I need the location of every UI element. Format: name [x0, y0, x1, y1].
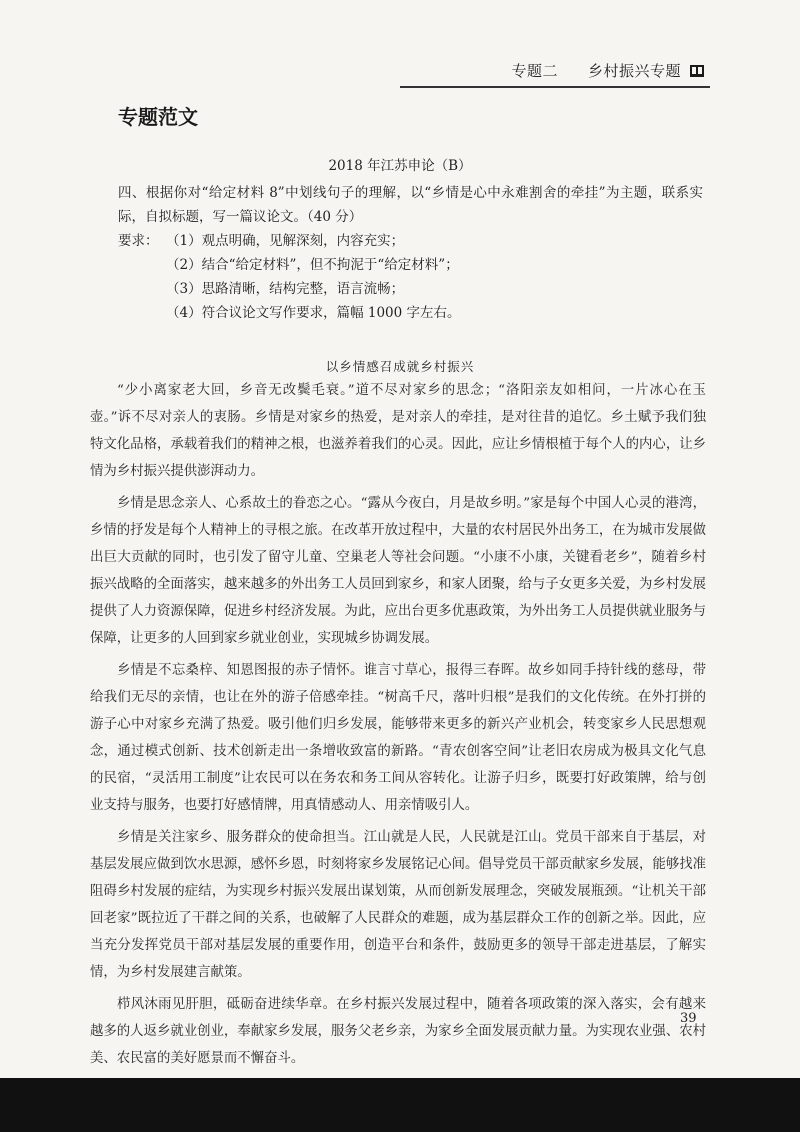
essay-title: 以乡情感召成就乡村振兴 [325, 359, 475, 374]
header-rule [400, 86, 710, 88]
book-icon [689, 63, 705, 79]
essay-paragraph: 乡情是不忘桑梓、知恩图报的赤子情怀。谁言寸草心，报得三春晖。故乡如同手持针线的慈母，带给我们无尽的亲情，也让在外的游子倍感牵挂。“树高千尺，落叶归根”是我们的文化传统。在外打拼的游子心中对家乡充满了热爱。吸引他们归乡发展，能够带来更多的新兴产业机会，转变家乡人民思想观念，通过模式创新、技术创新走出一条增收致富的新路。“青农创客空间”让老旧农房成为极具文化气息的民宿，“灵活用工制度”让农民可以在务农和务工间从容转化。让游子归乡，既要打好政策牌，给与创业支持与服务，也要打好感情牌，用真情感动人、用亲情吸引人。 [90, 663, 706, 813]
requirement-item: （2）结合“给定材料”，但不拘泥于“给定材料”； [166, 257, 459, 273]
scan-edge [0, 1078, 800, 1132]
page-number: 39 [680, 1011, 697, 1026]
essay-paragraph: 乡情是思念亲人、心系故土的眷恋之心。“露从今夜白，月是故乡明。”家是每个中国人心灵的港湾，乡情的抒发是每个人精神上的寻根之旅。在改革开放过程中，大量的农村居民外出务工，在为城市发展做出巨大贡献的同时，也引发了留守儿童、空巢老人等社会问题。“小康不小康，关键看老乡”，随着乡村振兴战略的全面落实，越来越多的外出务工人员回到家乡，和家人团聚，给与子女更多关爱，为乡村发展提供了人力资源保障，促进乡村经济发展。为此，应出台更多优惠政策，为外出务工人员提供就业服务与保障，让更多的人回到家乡就业创业，实现城乡协调发展。 [90, 496, 706, 646]
header-subtitle: 乡村振兴专题 [587, 62, 681, 80]
requirement-item: （4）符合议论文写作要求，篇幅 1000 字左右。 [166, 305, 461, 321]
essay-paragraph: “少小离家老大回，乡音无改鬓毛衰。”道不尽对家乡的思念；“洛阳亲友如相问，一片冰心在玉壶。”诉不尽对亲人的衷肠。乡情是对家乡的热爱，是对亲人的牵挂，是对往昔的追忆。乡土赋予我们独特文化品格，承载着我们的精神之根，也滋养着我们的心灵。因此，应让乡情根植于每个人的内心，让乡情为乡村振兴提供澎湃动力。 [90, 383, 706, 479]
requirements-list [118, 229, 461, 325]
requirement-item: 要求： （1）观点明确，见解深刻，内容充实； [118, 229, 461, 253]
header-topic: 专题二 [511, 62, 558, 80]
requirement-item: （3）思路清晰，结构完整，语言流畅； [166, 281, 405, 297]
essay-body [90, 377, 706, 1077]
essay-paragraph: 栉风沐雨见肝胆，砥砺奋进续华章。在乡村振兴发展过程中，随着各项政策的深入落实，会有越来越多的人返乡就业创业，奉献家乡发展，服务父老乡亲，为家乡全面发展贡献力量。为实现农业强、农村美、农民富的美好愿景而不懈奋斗。 [90, 997, 706, 1066]
requirements-label: 要求： [118, 233, 159, 249]
running-header [511, 60, 705, 81]
exam-title: 2018 年江苏申论（B） [328, 158, 472, 174]
question-text: 四、根据你对“给定材料 8”中划线句子的理解，以“乡情是心中永难割舍的牵挂”为主题，联系实际，自拟标题，写一篇议论文。（40 分） [118, 185, 703, 225]
section-title: 专题范文 [118, 105, 198, 129]
essay-paragraph: 乡情是关注家乡、服务群众的使命担当。江山就是人民，人民就是江山。党员干部来自于基层，对基层发展应做到饮水思源，感怀乡恩，时刻将家乡发展铭记心间。倡导党员干部贡献家乡发展，能够找准阻碍乡村发展的症结，为实现乡村振兴发展出谋划策，从而创新发展理念，突破发展瓶颈。“让机关干部回老家”既拉近了干群之间的关系，也破解了人民群众的难题，成为基层群众工作的创新之举。因此，应当充分发挥党员干部对基层发展的重要作用，创造平台和条件，鼓励更多的领导干部走进基层，了解实情，为乡村发展建言献策。 [90, 830, 706, 980]
